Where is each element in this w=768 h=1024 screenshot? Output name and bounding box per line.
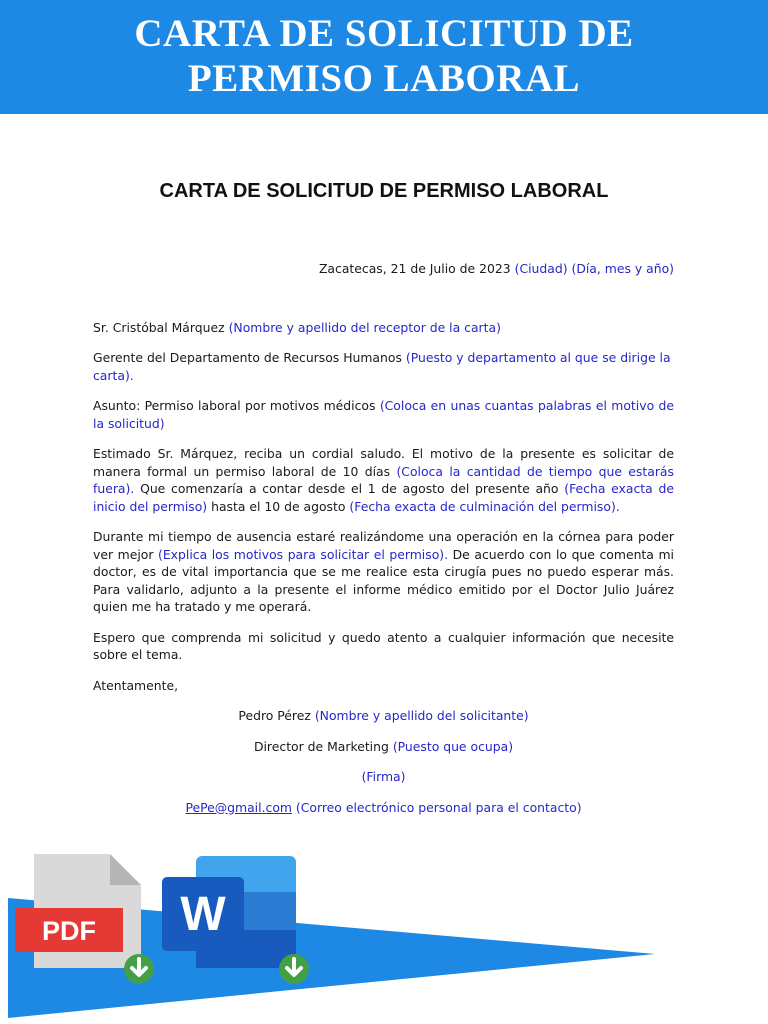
body2-hint: (Explica los motivos para solicitar el permiso). (158, 546, 449, 562)
body1-hint-3: (Fecha exacta de culminación del permiso). (349, 498, 620, 514)
body-paragraph-3: Espero que comprenda mi solicitud y quedo atento a cualquier información que necesite sobre el tema. (93, 629, 674, 662)
recipient-hint: (Nombre y apellido del receptor de la carta) (228, 319, 501, 335)
position-text: Gerente del Departamento de Recursos Humanos (93, 350, 402, 365)
sender-hint: (Nombre y apellido del solicitante) (314, 708, 529, 723)
pdf-download-arrow-icon (124, 954, 154, 984)
recipient-line (93, 319, 674, 337)
pdf-label: PDF (42, 916, 96, 946)
body1-text-b: Que comenzaría a contar desde el 1 de agosto del presente año (140, 481, 559, 496)
subject-hint: (Coloca en unas cuantas palabras el motivo de la solicitud) (93, 398, 674, 431)
header-banner (0, 0, 768, 114)
body2-text-a: Durante mi tiempo de ausencia estaré realizándome una operación en la córnea para poder ver mejor (93, 529, 674, 562)
word-label: W (180, 888, 226, 941)
email-link[interactable]: PePe@gmail.com (185, 799, 292, 815)
sender-line (93, 707, 674, 725)
body-paragraph-2 (93, 528, 674, 616)
pdf-download-button[interactable] (15, 854, 154, 984)
body1-hint-1: (Coloca la cantidad de tiempo que estarás fuera). (93, 463, 674, 496)
banner-title-line-1: CARTA DE SOLICITUD DE (134, 12, 634, 55)
body-paragraph-1 (93, 445, 674, 515)
pdf-file-icon (15, 854, 141, 968)
email-hint: (Correo electrónico personal para el contacto) (295, 799, 582, 815)
place-date: Zacatecas, 21 de Julio de 2023 (318, 261, 511, 276)
subject-text: Asunto: Permiso laboral por motivos médicos (93, 398, 376, 413)
sender-name: Pedro Pérez (238, 708, 311, 723)
signature-hint: (Firma) (361, 769, 406, 784)
letter-body (93, 260, 674, 816)
word-download-arrow-icon (279, 954, 309, 984)
body2-text-b: De acuerdo con lo que comenta mi doctor, es de vital importancia que se me realice esta cirugía pues no puedo esperar más. Para validarlo, adjunto a la presente el informe médico emitido por el Doctor Julio Juárez quien me ha tratado y me operará. (93, 546, 674, 614)
body1-hint-2: (Fecha exacta de inicio del permiso) (93, 481, 674, 514)
document-title: CARTA DE SOLICITUD DE PERMISO LABORAL (159, 180, 609, 202)
banner-title (0, 11, 768, 101)
banner-title-line-2: PERMISO LABORAL (187, 57, 581, 100)
email-line (93, 799, 674, 817)
place-date-line (93, 260, 674, 278)
body1-text-c: hasta el 10 de agosto (211, 498, 346, 514)
footer-graphic (0, 850, 768, 1024)
recipient-name: Sr. Cristóbal Márquez (93, 319, 225, 335)
body1-text-a: Estimado Sr. Márquez, reciba un cordial saludo. El motivo de la presente es solicitar de manera formal un permiso laboral de 10 días (93, 446, 674, 479)
recipient-position (93, 349, 674, 384)
subject-line (93, 397, 674, 432)
position-hint: (Puesto y departamento al que se dirige la carta). (93, 350, 671, 383)
place-date-hint: (Ciudad) (Día, mes y año) (514, 261, 674, 276)
sender-title-line (93, 738, 674, 756)
sender-title: Director de Marketing (253, 738, 389, 754)
closing: Atentamente, (93, 677, 179, 693)
sender-title-hint: (Puesto que ocupa) (392, 738, 514, 754)
